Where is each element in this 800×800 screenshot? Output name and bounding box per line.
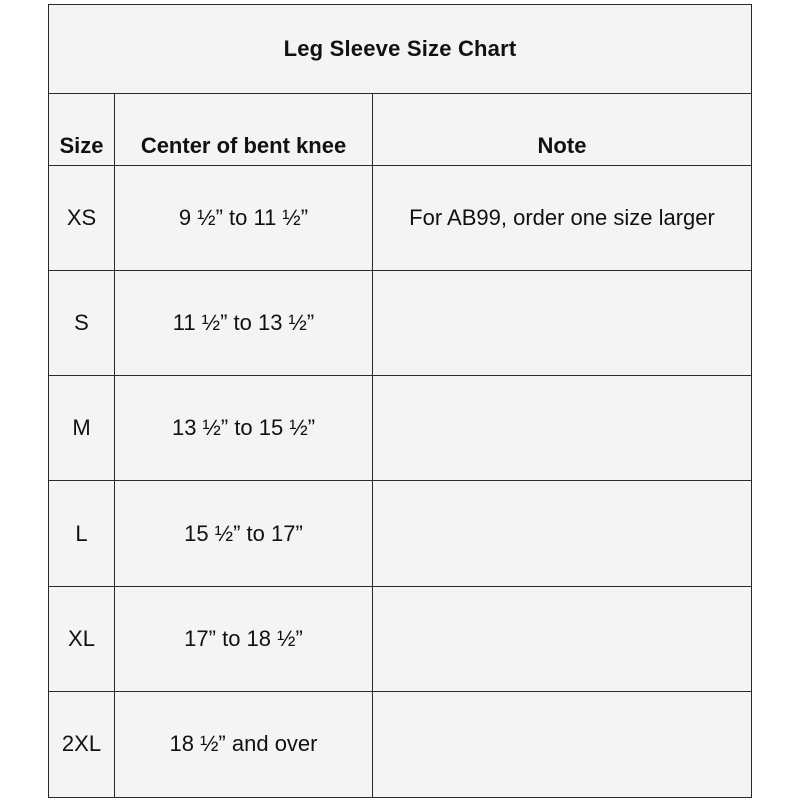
range-cell: 11 ½” to 13 ½” bbox=[115, 271, 373, 376]
header-size: Size bbox=[49, 94, 115, 166]
header-note: Note bbox=[373, 94, 751, 166]
chart-title: Leg Sleeve Size Chart bbox=[49, 5, 751, 94]
note-cell bbox=[373, 692, 751, 797]
size-cell: XL bbox=[49, 587, 115, 692]
range-cell: 18 ½” and over bbox=[115, 692, 373, 797]
size-table-grid bbox=[49, 94, 751, 797]
size-chart-table bbox=[48, 4, 752, 798]
size-cell: M bbox=[49, 376, 115, 481]
note-cell: For AB99, order one size larger bbox=[373, 166, 751, 271]
note-cell bbox=[373, 481, 751, 586]
note-cell bbox=[373, 587, 751, 692]
range-cell: 13 ½” to 15 ½” bbox=[115, 376, 373, 481]
size-cell: S bbox=[49, 271, 115, 376]
range-cell: 17” to 18 ½” bbox=[115, 587, 373, 692]
size-cell: XS bbox=[49, 166, 115, 271]
range-cell: 9 ½” to 11 ½” bbox=[115, 166, 373, 271]
header-center-of-bent-knee: Center of bent knee bbox=[115, 94, 373, 166]
range-cell: 15 ½” to 17” bbox=[115, 481, 373, 586]
note-cell bbox=[373, 376, 751, 481]
size-cell: 2XL bbox=[49, 692, 115, 797]
note-cell bbox=[373, 271, 751, 376]
size-cell: L bbox=[49, 481, 115, 586]
